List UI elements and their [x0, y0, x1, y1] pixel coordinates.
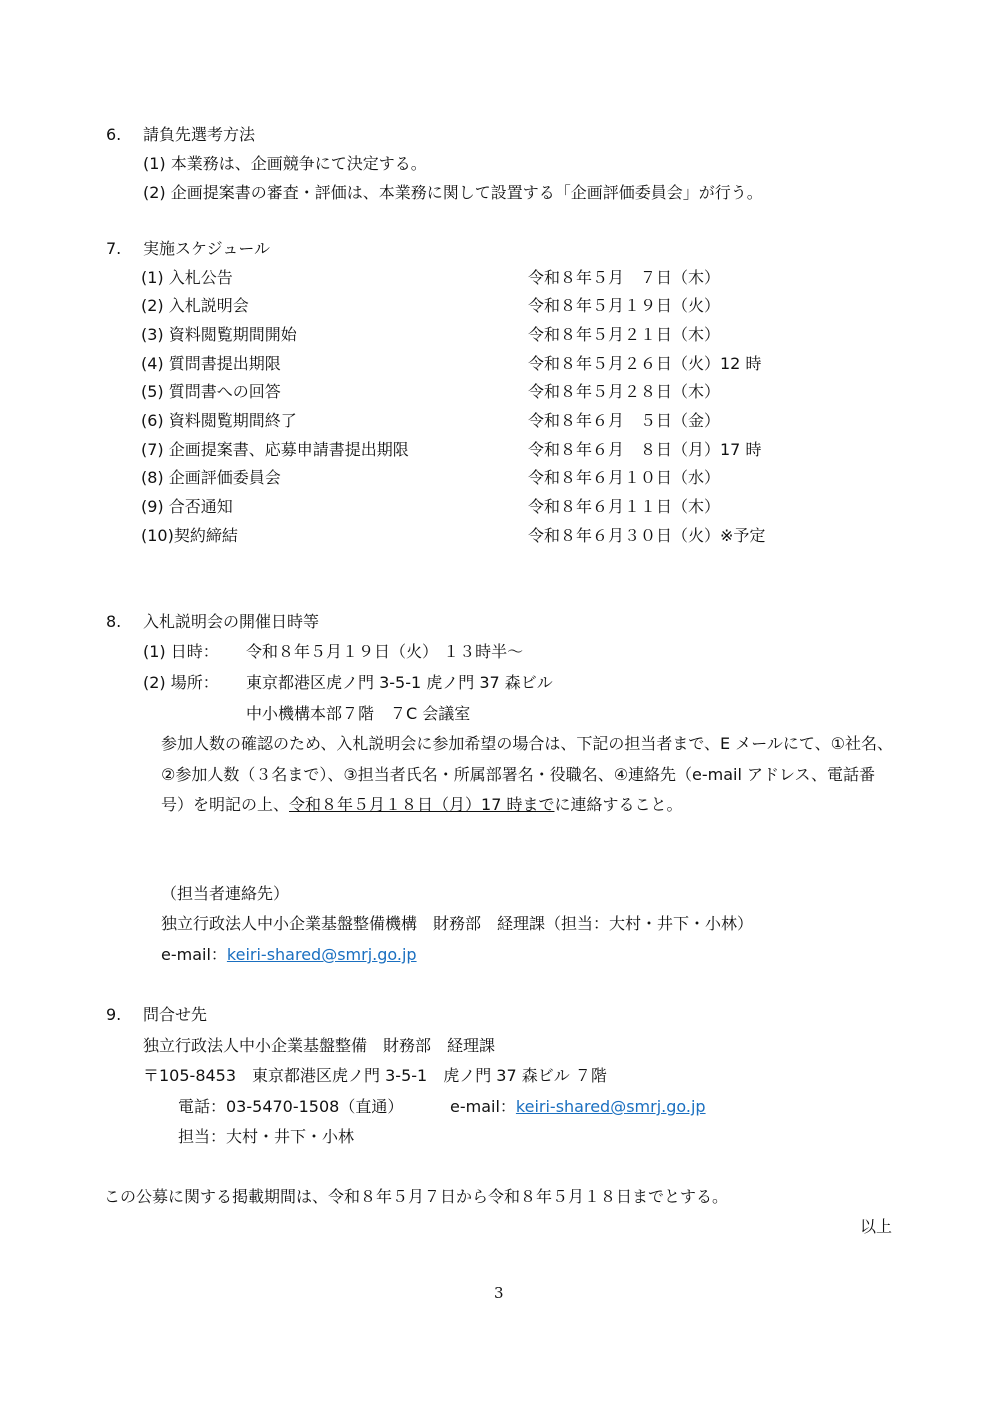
inquiry-phone: 電話：03-5470-1508（直通）	[178, 1097, 404, 1116]
briefing-note-line-1: 参加人数の確認のため、入札説明会に参加希望の場合は、下記の担当者まで、E メールにて、①社名、	[161, 734, 893, 753]
schedule-item-label: (3) 資料閲覧期間開始	[141, 325, 297, 344]
section-8-number: 8.	[106, 612, 122, 631]
section-6-title: 請負先選考方法	[143, 125, 256, 144]
inquiry-address: 〒105-8453 東京都港区虎ノ門 3-5-1 虎ノ門 37 森ビル ７階	[143, 1066, 607, 1085]
page-number: 3	[494, 1284, 504, 1302]
inquiry-email-link[interactable]: keiri-shared@smrj.go.jp	[515, 1097, 706, 1116]
schedule-item-label: (10)契約締結	[141, 526, 238, 545]
briefing-place-label: (2) 場所：	[143, 673, 219, 692]
section-8-title: 入札説明会の開催日時等	[143, 612, 320, 631]
schedule-item-date: 令和８年５月 ７日（木）	[528, 268, 721, 287]
inquiry-email-label: e-mail：	[450, 1097, 516, 1116]
briefing-note-text: 号）を明記の上、	[161, 795, 290, 814]
schedule-item-label: (8) 企画評価委員会	[141, 468, 281, 487]
schedule-item-date: 令和８年６月１１日（木）	[528, 497, 721, 516]
schedule-item-date: 令和８年６月３０日（火）※予定	[528, 526, 766, 545]
section-7-title: 実施スケジュール	[143, 239, 271, 258]
schedule-item-date: 令和８年５月２６日（火）12 時	[528, 354, 762, 373]
contact-email-label: e-mail：	[161, 945, 227, 964]
briefing-place-line-1: 東京都港区虎ノ門 3-5-1 虎ノ門 37 森ビル	[246, 673, 553, 692]
section-6-item-1: (1) 本業務は、企画競争にて決定する。	[143, 154, 427, 173]
briefing-note-line-2: ②参加人数（３名まで）、③担当者氏名・所属部署名・役職名、④連絡先（e-mail アドレス、電話番	[161, 765, 876, 784]
schedule-item-label: (5) 質問書への回答	[141, 382, 281, 401]
closing-mark: 以上	[860, 1217, 893, 1236]
schedule-item-label: (6) 資料閲覧期間終了	[141, 411, 297, 430]
briefing-note-text: に連絡すること。	[554, 795, 683, 814]
contact-organization: 独立行政法人中小企業基盤整備機構 財務部 経理課（担当：大村・井下・小林）	[161, 914, 754, 933]
schedule-item-date: 令和８年５月２１日（木）	[528, 325, 721, 344]
schedule-item-label: (4) 質問書提出期限	[141, 354, 281, 373]
schedule-item-date: 令和８年６月１０日（水）	[528, 468, 721, 487]
schedule-item-date: 令和８年６月 ８日（月）17 時	[528, 440, 762, 459]
briefing-date-label: (1) 日時：	[143, 642, 219, 661]
posting-period: この公募に関する掲載期間は、令和８年５月７日から令和８年５月１８日までとする。	[104, 1187, 729, 1206]
contact-heading: （担当者連絡先）	[161, 884, 290, 903]
schedule-item-label: (9) 合否通知	[141, 497, 233, 516]
briefing-date-value: 令和８年５月１９日（火） １３時半～	[246, 642, 524, 661]
contact-email-row	[161, 945, 417, 965]
section-6-number: 6.	[106, 125, 122, 144]
section-6-item-2: (2) 企画提案書の審査・評価は、本業務に関して設置する「企画評価委員会」が行う。	[143, 183, 763, 202]
contact-email-link[interactable]: keiri-shared@smrj.go.jp	[226, 945, 417, 964]
inquiry-organization: 独立行政法人中小企業基盤整備 財務部 経理課	[143, 1036, 496, 1055]
schedule-item-label: (1) 入札公告	[141, 268, 233, 287]
briefing-place-line-2: 中小機構本部７階 ７C 会議室	[246, 704, 471, 723]
inquiry-staff: 担当：大村・井下・小林	[178, 1127, 355, 1146]
schedule-item-label: (2) 入札説明会	[141, 296, 249, 315]
inquiry-email-row	[450, 1097, 706, 1117]
schedule-item-date: 令和８年６月 ５日（金）	[528, 411, 721, 430]
registration-deadline: 令和８年５月１８日（月）17 時まで	[289, 795, 555, 814]
schedule-item-label: (7) 企画提案書、応募申請書提出期限	[141, 440, 409, 459]
section-9-title: 問合せ先	[143, 1005, 208, 1024]
section-9-number: 9.	[106, 1005, 122, 1024]
section-7-number: 7.	[106, 239, 122, 258]
briefing-note-line-3	[161, 795, 682, 815]
schedule-item-date: 令和８年５月２８日（木）	[528, 382, 721, 401]
schedule-item-date: 令和８年５月１９日（火）	[528, 296, 721, 315]
